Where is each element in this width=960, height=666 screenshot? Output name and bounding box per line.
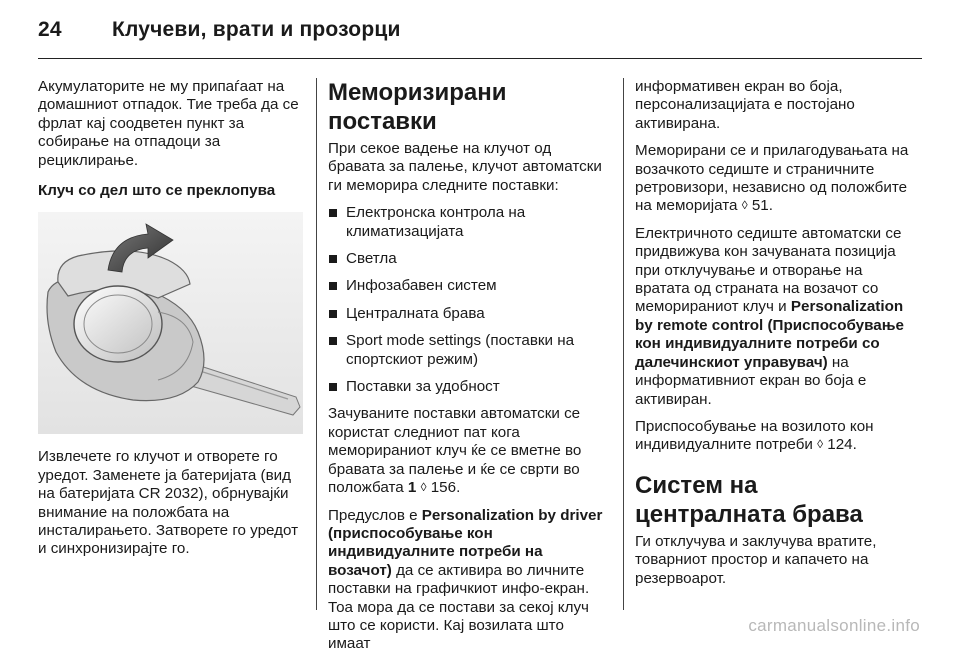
column-3: [635, 78, 910, 600]
bullet-square-icon: [329, 282, 337, 290]
central-locking-heading: Систем на централната брава: [635, 471, 863, 528]
list-item: Електронска контрола на климатизацијата: [328, 204, 608, 241]
stored-settings-usage-paragraph: Зачуваните поставки автоматски се користат следниот пат кога меморираниот клуч ќе се вметне во бравата за палење и ќе се сврти во положбата 1 ◊ 156.: [328, 405, 582, 497]
color-display-paragraph: информативен екран во боја, персонализацијата е постојано активирана.: [635, 78, 855, 132]
folding-key-icon: [38, 212, 303, 434]
vehicle-personalization-paragraph: Приспособување на возилото кон индивидуалните потреби ◊ 124.: [635, 417, 874, 454]
page-reference-icon: ◊: [741, 198, 748, 213]
page-reference-icon: ◊: [420, 480, 427, 495]
list-item: Инфозабавен систем: [328, 277, 608, 295]
header-rule: [38, 58, 922, 59]
battery-replacement-paragraph: Извлечете го клучот и отворете го уредот. Заменете ја батеријата (вид на батеријата CR 2032), обрнувајќи внимание на положбата на инсталирањето. Затворете го уредот и синхронизирајте го.: [38, 448, 299, 558]
seat-mirror-paragraph: Меморирани се и прилагодувањата на возачкото седиште и страничните ретровизори, независно од положбите на меморијата ◊ 51.: [635, 142, 909, 215]
stored-settings-list: [328, 204, 608, 396]
page-reference-icon: ◊: [817, 437, 824, 452]
bullet-square-icon: [329, 209, 337, 217]
stored-settings-heading: Меморизирани поставки: [328, 79, 507, 135]
bullet-square-icon: [329, 310, 337, 318]
column-1: [38, 78, 303, 571]
page-header: [38, 18, 401, 42]
personalization-prerequisite-paragraph: Предуслов е Personalization by driver (приспособување кон индивидуалните потреби на возачот) да се активира во личните поставки на графичкиот инфо-екран. Тоа мора да се постави за секој клуч што се користи. Кај возилата што имаат: [328, 506, 603, 653]
column-divider-1: [316, 78, 317, 610]
column-2: [328, 78, 608, 666]
bullet-square-icon: [329, 337, 337, 345]
electric-seat-paragraph: Електричното седиште автоматски се придвижува кон зачуваната позиција при отклучување и отворање на вратата од страната на возачот со меморираниот клуч и Personalization by remote control (Приспособување кон индивидуалните потреби со далечинскиот управувач) на информативниот екран во боја е активиран.: [635, 224, 904, 408]
list-item: Поставки за удобност: [328, 378, 608, 396]
folding-key-heading: Клуч со дел што се преклопува: [38, 182, 276, 200]
battery-disposal-paragraph: Акумулаторите не му припаѓаат на домашниот отпадок. Тие треба да се фрлат кај соодветен пункт за собирање на отпадоци за рециклирање.: [38, 78, 299, 169]
central-locking-paragraph: Ги отклучува и заклучува вратите, товарниот простор и капачето на резервоарот.: [635, 532, 877, 587]
key-battery-illustration: [38, 212, 303, 434]
page-number: 24: [38, 18, 62, 41]
bullet-square-icon: [329, 383, 337, 391]
bullet-square-icon: [329, 255, 337, 263]
list-item: Sport mode settings (поставки на спортскиот режим): [328, 332, 608, 369]
list-item: Светла: [328, 250, 608, 268]
stored-settings-intro: При секое вадење на клучот од бравата за палење, клучот автоматски ги меморира следните поставки:: [328, 140, 602, 194]
page-title: Клучеви, врати и прозорци: [112, 18, 401, 41]
list-item: Централната брава: [328, 305, 608, 323]
column-divider-2: [623, 78, 624, 610]
watermark: carmanualsonline.info: [748, 616, 920, 635]
